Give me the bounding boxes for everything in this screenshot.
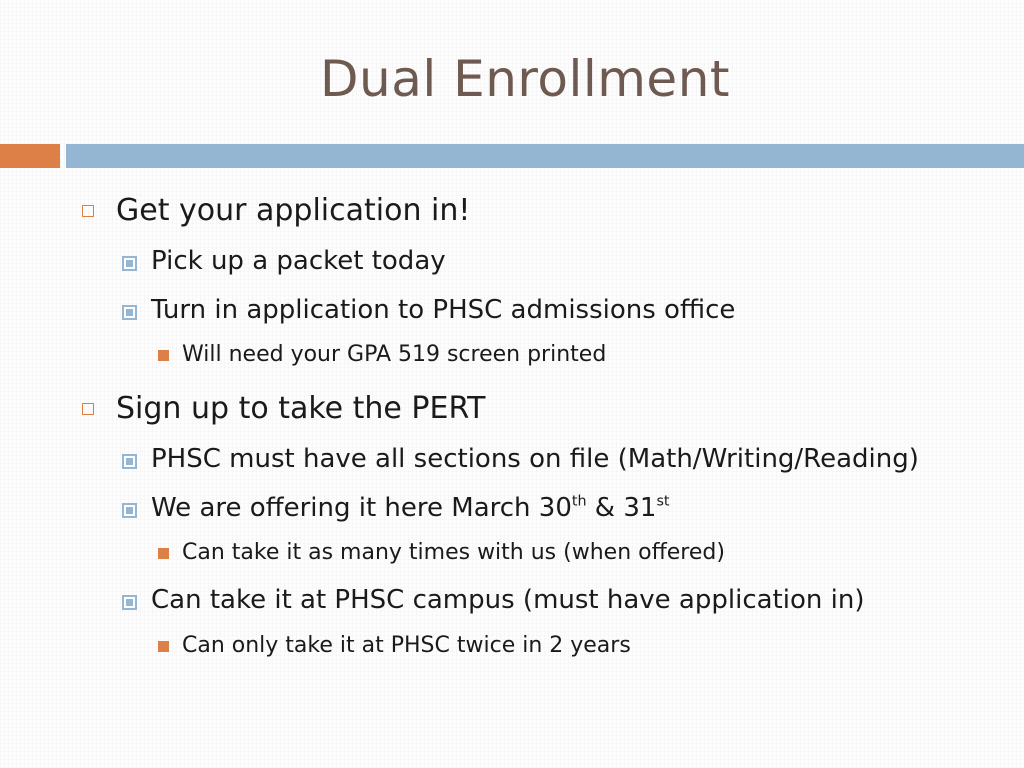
bullet-level1-text: Sign up to take the PERT [116, 391, 486, 426]
bullet-level3-text: Will need your GPA 519 screen printed [182, 342, 607, 367]
bullet-level2-text: Pick up a packet today [151, 246, 446, 276]
bullet-level2-text: Can take it at PHSC campus (must have application in) [151, 585, 865, 615]
bullet-level3-text: Can only take it at PHSC twice in 2 years [182, 633, 631, 658]
framed-square-bullet-icon [122, 256, 137, 271]
framed-square-bullet-icon [122, 454, 137, 469]
framed-square-bullet-icon [122, 595, 137, 610]
framed-square-bullet-icon [122, 503, 137, 518]
ordinal-superscript: st [656, 493, 670, 510]
hollow-square-bullet-icon [82, 205, 94, 217]
bullet-level1-text: Get your application in! [116, 193, 471, 228]
bullet-level2-text [151, 493, 670, 523]
slide-title: Dual Enrollment [320, 50, 730, 108]
filled-square-bullet-icon [158, 641, 169, 652]
pert-dates-text-start: We are offering it here March 30 [151, 493, 572, 523]
pert-dates-text-mid: & 31 [586, 493, 657, 523]
bullet-level2-text: PHSC must have all sections on file (Math/Writing/Reading) [151, 444, 919, 474]
bullet-level2-text: Turn in application to PHSC admissions office [151, 295, 736, 325]
filled-square-bullet-icon [158, 350, 169, 361]
bullet-level3-text: Can take it as many times with us (when offered) [182, 540, 725, 565]
ordinal-superscript: th [571, 493, 587, 510]
framed-square-bullet-icon [122, 305, 137, 320]
hollow-square-bullet-icon [82, 403, 94, 415]
filled-square-bullet-icon [158, 548, 169, 559]
